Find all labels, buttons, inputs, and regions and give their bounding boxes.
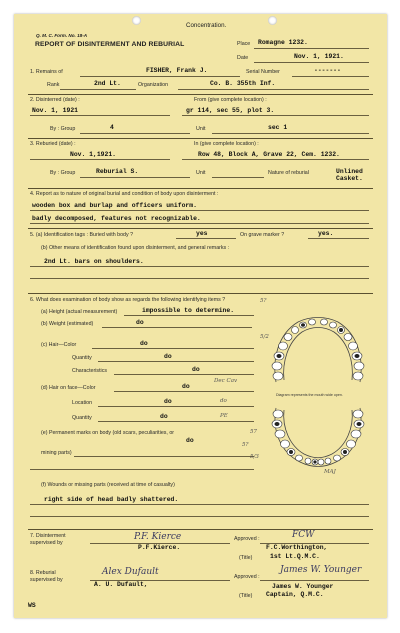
hair-quantity-label: Quantity — [72, 355, 92, 361]
reburied-unit-label: Unit — [196, 170, 206, 176]
hair-quantity-value: do — [164, 353, 172, 360]
face-hair-value: do — [182, 383, 190, 390]
reburied-by-label: By : Group — [50, 170, 76, 176]
face-hair-quantity-label: Quantity — [72, 415, 92, 421]
height-value: impossible to determine. — [142, 307, 235, 314]
pencil-note: 5/3 — [250, 454, 259, 460]
footer-initials: WS — [28, 602, 36, 609]
wounds-value: right side of head badly shattered. — [44, 496, 179, 503]
pencil-note: 5? — [260, 298, 267, 304]
form-sheet — [14, 14, 387, 618]
punch-hole — [132, 16, 141, 25]
date-value: Nov. 1, 1921. — [294, 53, 344, 60]
disinterred-by-label: By : Group — [50, 126, 76, 132]
serial-value: ------- — [314, 67, 341, 74]
weight-label: (b) Weight (estimated) — [41, 321, 94, 327]
approver-signature-2: James W. Younger — [280, 565, 362, 575]
serial-label: Serial Number — [246, 69, 280, 75]
reburied-date: Nov. 1,1921. — [70, 151, 117, 158]
reburial-nature-label: Nature of reburial — [268, 170, 309, 176]
reburial-supervised-label: 8. Reburial supervised by — [30, 570, 63, 583]
org-label: Organization — [138, 82, 169, 88]
height-label: (a) Height (actual measurement) — [41, 309, 118, 315]
approved-label-1: Approved : — [234, 536, 260, 542]
date-label: Date — [237, 55, 249, 61]
place-value: Romagne 1232. — [258, 39, 308, 46]
wounds-label: (f) Wounds or missing parts (received at time of casualty) — [41, 482, 175, 488]
other-id-label: (b) Other means of identification found upon disinterment, and general remarks : — [41, 245, 230, 251]
disinterment-supervised-label: 7. Disinterment supervised by — [30, 533, 66, 546]
exam-label: 6. What does examination of body show as regards the following identifying items ? — [30, 297, 226, 303]
diagram-caption: Diagram represents the mouth wide open. — [276, 393, 343, 397]
approver-signature-1: FCW — [292, 530, 315, 540]
face-hair-quantity-value: do — [160, 413, 168, 420]
pencil-note: Dec Cav — [214, 378, 238, 384]
disinterred-from-label: From (give complete location) : — [194, 97, 267, 103]
disinterred-location: gr 114, sec 55, plot 3. — [186, 107, 275, 114]
report-line-1: wooden box and burlap and officers uniform. — [32, 202, 197, 209]
grave-marker-label: On grave marker ? — [240, 232, 285, 238]
hair-color-value: do — [140, 340, 148, 347]
title-value-1: 1st Lt.Q.M.C. — [270, 553, 320, 560]
org-value: Co. B. 355th Inf. — [210, 80, 276, 87]
punch-hole — [268, 16, 277, 25]
reburied-group: Reburial S. — [96, 168, 139, 175]
marks-label-2: mining parts) — [41, 450, 72, 456]
top-title: Concentration. — [186, 22, 227, 29]
pencil-note: 5? — [242, 442, 249, 448]
reburial-supervisor: A. U. Dufault, — [94, 581, 148, 588]
disinterred-date: Nov. 1, 1921 — [32, 107, 79, 114]
reburied-label: 3. Reburied (date) : — [30, 141, 76, 147]
grave-marker-value: yes. — [318, 230, 334, 237]
hair-color-label: (c) Hair—Color — [41, 342, 77, 348]
title-label-1: (Title) — [239, 555, 253, 561]
remains-name: FISHER, Frank J. — [146, 67, 208, 74]
marks-label: (e) Permanent marks on body (old scars, peculiarities, or — [41, 430, 175, 436]
reburied-in-label: In (give complete location) : — [194, 141, 259, 147]
place-label: Place — [237, 41, 251, 47]
face-hair-location-value: do — [164, 398, 172, 405]
pencil-note: 57 — [250, 429, 257, 435]
dental-chart-diagram — [258, 304, 378, 472]
approver-2: James W. Younger — [272, 583, 334, 590]
other-id-value: 2nd Lt. bars on shoulders. — [44, 258, 144, 265]
approver-1: F.C.Worthington, — [266, 544, 328, 551]
reburial-nature: Unlined Casket. — [336, 168, 363, 182]
rank-label: Rank — [47, 82, 60, 88]
hair-characteristics-label: Characteristics — [72, 368, 108, 374]
report-line-2: badly decomposed, features not recognizable. — [32, 215, 201, 222]
disinterred-unit-label: Unit — [196, 126, 206, 132]
reburied-location: Row 48, Block A, Grave 22, Cem. 1232. — [198, 151, 340, 158]
disinterment-supervisor: P.F.Kierce. — [138, 544, 181, 551]
pencil-note: 5/2 — [260, 334, 269, 340]
id-tags-label: 5. (a) Identification tags : Buried with body ? — [30, 232, 134, 238]
report-label: 4. Report as to nature of original burial and condition of body upon disinterment : — [30, 191, 219, 197]
pencil-note: PE — [220, 413, 228, 419]
disinterred-label: 2. Disinterred (date) : — [30, 97, 80, 103]
form-title: REPORT OF DISINTERMENT AND REBURIAL — [35, 41, 185, 48]
disinterred-unit: sec 1 — [268, 124, 288, 131]
title-value-2: Captain, Q.M.C. — [266, 591, 324, 598]
id-tags-buried: yes — [196, 230, 208, 237]
title-label-2: (Title) — [239, 593, 253, 599]
approved-label-2: Approved : — [234, 574, 260, 580]
reburial-signature: Alex Dufault — [102, 567, 159, 577]
hair-characteristics-value: do — [192, 366, 200, 373]
face-hair-label: (d) Hair on face—Color — [41, 385, 96, 391]
disinterment-signature: P.F. Kierce — [134, 532, 182, 542]
rank-value: 2nd Lt. — [94, 80, 121, 87]
pencil-note: do — [220, 398, 227, 404]
form-number: Q. M. C. Form. No. 18-A — [36, 33, 88, 38]
marks-value: do — [186, 437, 194, 444]
disinterred-group: 4 — [110, 124, 114, 131]
weight-value: do — [136, 319, 144, 326]
face-hair-location-label: Location — [72, 400, 93, 406]
remains-label: 1. Remains of — [30, 69, 63, 75]
pencil-note: MAJ — [324, 469, 336, 475]
